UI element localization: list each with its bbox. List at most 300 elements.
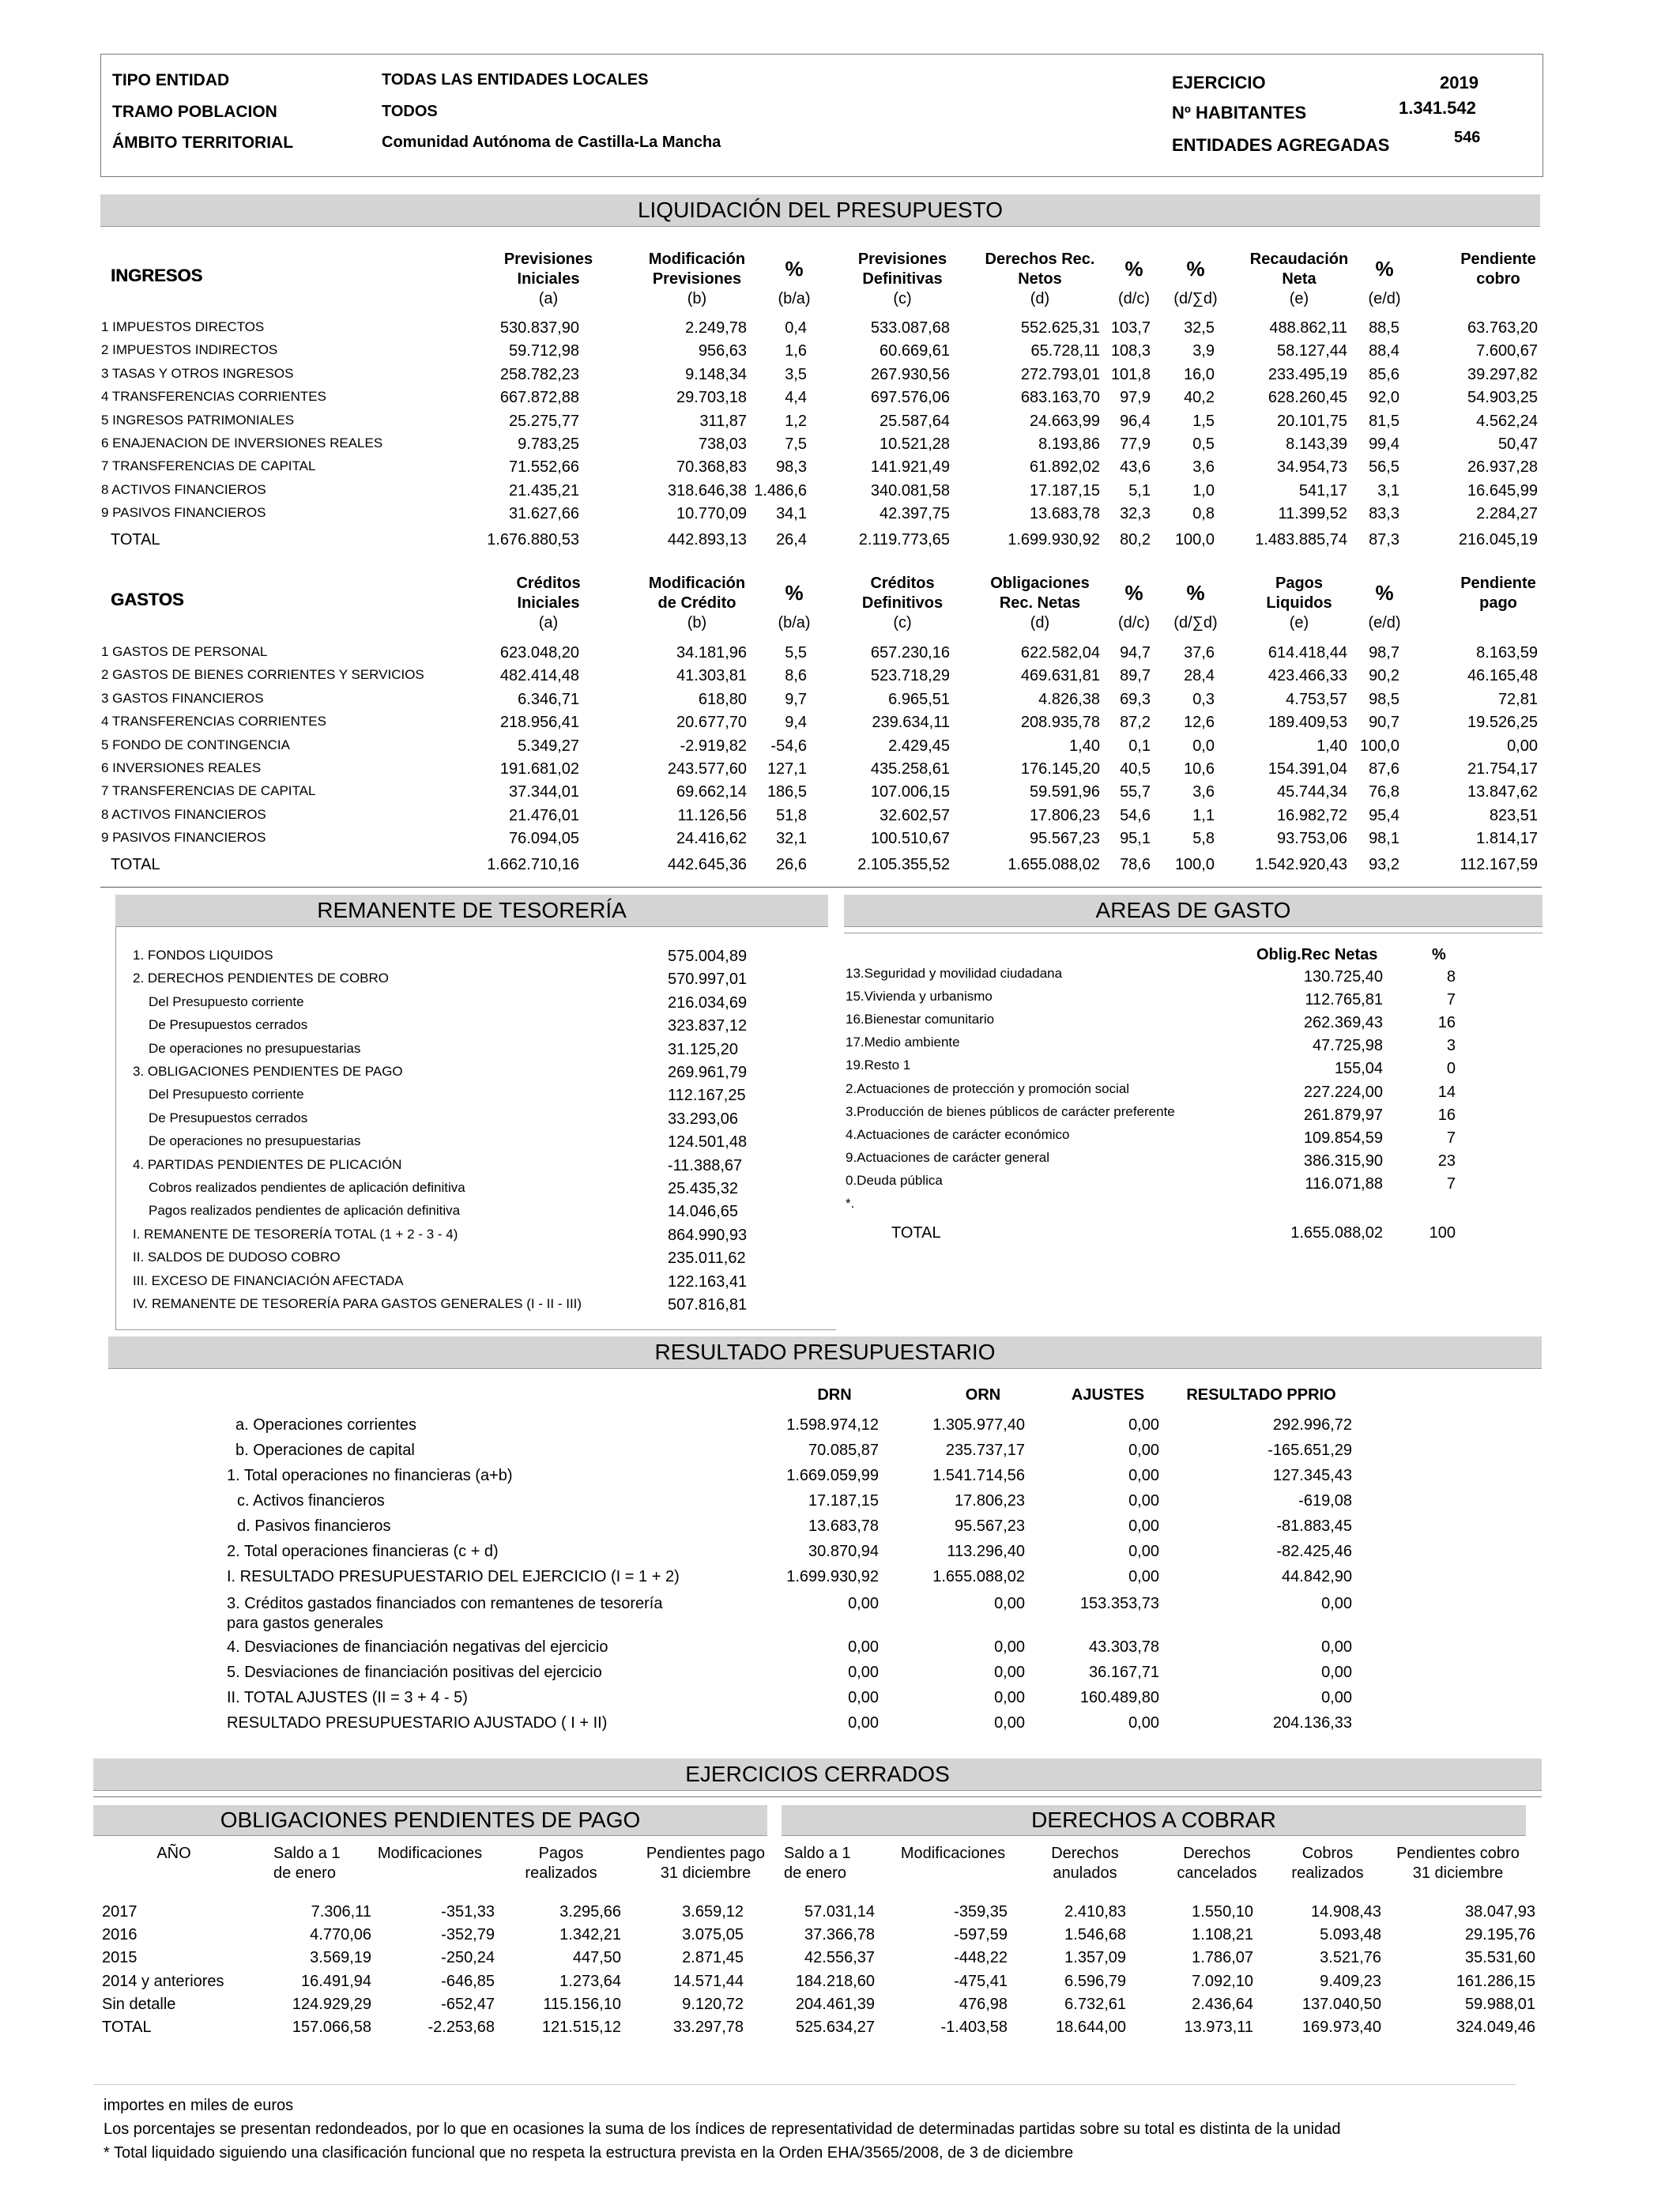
gastos-cell: 0,1 [1128,737,1151,755]
areas-row-pct: 23 [1437,1152,1456,1170]
resultado-row-label: d. Pasivos financieros [237,1517,391,1535]
areas-row-label: 2.Actuaciones de protección y promoción social [846,1080,1130,1096]
gastos-colhead-2-0: % [785,581,804,605]
cerrados-cell: 3.569,19 [310,1949,371,1967]
resultado-cell: 36.167,71 [1089,1664,1159,1681]
ingresos-cell: 32,5 [1184,319,1215,337]
ingresos-colhead-6-2: (d/∑d) [1173,290,1218,307]
gastos-cell: 94,7 [1120,644,1151,662]
areas-row-pct: 3 [1446,1037,1456,1055]
remanente-row-label: Del Presupuesto corriente [149,1087,304,1103]
resultado-row-label: c. Activos financieros [237,1492,385,1510]
cerrados-row-year: 2014 y anteriores [102,1972,224,1990]
gastos-row-label: 7 TRANSFERENCIAS DE CAPITAL [101,783,316,799]
ingresos-cell: 80,2 [1120,530,1151,548]
cerrados-cell: -475,41 [954,1972,1008,1990]
areas-row-label: *. [846,1196,855,1211]
ingresos-cell: 50,47 [1497,435,1538,453]
remanente-row-value: 323.837,12 [668,1017,748,1035]
ingresos-colhead-4-2: (d) [1030,290,1050,307]
resultado-cell: -81.883,45 [1276,1517,1352,1535]
gastos-colhead-9-1: pago [1479,594,1517,612]
ingresos-cell: 1,5 [1192,412,1215,430]
cerrados-colhead: Saldo a 1 [784,1845,851,1862]
resultado-cell: 0,00 [994,1714,1025,1732]
ingresos-cell: 628.260,45 [1268,389,1347,407]
cerrados-colhead: 31 diciembre [1412,1864,1504,1882]
cerrados-cell: 35.531,60 [1465,1949,1535,1967]
ingresos-cell: 98,3 [776,458,807,477]
gastos-colhead-1-1: de Crédito [657,594,736,612]
ingresos-row-label: 6 ENAJENACION DE INVERSIONES REALES [101,435,383,450]
gastos-row-label: 5 FONDO DE CONTINGENCIA [101,737,290,752]
ingresos-cell: 216.045,19 [1458,530,1538,548]
areas-row-label: 15.Vivienda y urbanismo [846,989,993,1005]
resultado-row-label: RESULTADO PRESUPUESTARIO AJUSTADO ( I + II) [227,1714,608,1732]
ingresos-colhead-9-0: Pendiente [1460,251,1536,268]
cerrados-cell: 137.040,50 [1301,1995,1381,2013]
resultado-cell: 30.870,94 [808,1543,879,1560]
ejercicio-value: 2019 [1440,73,1478,92]
gastos-cell: 1.655.088,02 [1008,855,1100,873]
cerrados-cell: 29.195,76 [1465,1926,1535,1944]
gastos-cell: 37,6 [1184,644,1215,662]
areas-row-label: 16.Bienestar comunitario [846,1012,995,1027]
ingresos-cell: 4,4 [785,389,807,407]
remanente-row-value: 235.011,62 [668,1250,746,1268]
ingresos-row-label: 2 IMPUESTOS INDIRECTOS [101,342,278,358]
gastos-cell: 95,4 [1369,806,1399,824]
remanente-row-value: 575.004,89 [668,948,748,965]
resultado-colhead: AJUSTES [1071,1386,1145,1404]
ingresos-cell: 16,0 [1184,365,1215,383]
resultado-colhead: DRN [817,1386,852,1404]
cerrados-cell: -359,35 [954,1903,1008,1921]
gastos-cell: 8.163,59 [1476,644,1538,662]
ingresos-cell: 97,9 [1120,389,1151,407]
ingresos-cell: 552.625,31 [1020,319,1100,337]
ingresos-cell: 2.284,27 [1476,505,1538,523]
ingresos-cell: 0,4 [785,319,807,337]
ingresos-row-label: 7 TRANSFERENCIAS DE CAPITAL [101,458,316,474]
cerrados-cell: -2.253,68 [428,2019,495,2036]
gastos-colhead-1-2: (b) [687,614,707,631]
cerrados-colhead: AÑO [156,1845,191,1862]
ingresos-cell: 311,87 [699,412,747,430]
resultado-row3-line2: para gastos generales [227,1615,383,1632]
cerrados-cell: 7.092,10 [1192,1972,1253,1990]
gastos-colhead-7-2: (e) [1289,614,1309,631]
gastos-cell: 5.349,27 [518,737,579,755]
gastos-cell: 100,0 [1174,855,1215,873]
resultado-row-label: b. Operaciones de capital [235,1442,415,1459]
gastos-cell: 0,3 [1192,690,1215,708]
ingresos-colhead-2-2: (b/a) [778,290,811,307]
ingresos-cell: 99,4 [1369,435,1399,453]
ingresos-cell: 1,2 [785,412,807,430]
tramo-label: TRAMO POBLACION [112,103,277,121]
ingresos-colhead-4-1: Netos [1018,270,1062,288]
cerrados-cell: 38.047,93 [1465,1903,1535,1921]
gastos-cell: 107.006,15 [870,783,950,801]
ingresos-cell: 9.148,34 [685,365,747,383]
cerrados-colhead: cancelados [1177,1864,1257,1882]
ejercicio-label: EJERCICIO [1172,73,1266,92]
cerrados-cell: 121.515,12 [541,2019,621,2036]
cerrados-cell: 184.218,60 [795,1972,875,1990]
cerrados-cell: 16.491,94 [301,1972,371,1990]
resultado-cell: 0,00 [994,1638,1025,1656]
gastos-colhead-6-0: % [1186,581,1205,605]
ingresos-colhead-1-1: Previsiones [652,270,742,288]
ingresos-cell: 88,4 [1369,342,1399,360]
gastos-colhead-4-0: Obligaciones [990,575,1090,592]
ingresos-cell: 697.576,06 [870,389,950,407]
cerrados-cell: 3.295,66 [559,1903,621,1921]
ingresos-row-label: 3 TASAS Y OTROS INGRESOS [101,365,294,381]
ingresos-cell: 258.782,23 [499,365,579,383]
areas-row-value: 47.725,98 [1313,1037,1383,1055]
ingresos-cell: 58.127,44 [1277,342,1347,360]
gastos-cell: 54,6 [1120,806,1151,824]
cerrados-cell: -352,79 [441,1926,495,1944]
remanente-left-border [115,926,116,1329]
gastos-cell: 614.418,44 [1268,644,1347,662]
cerrados-cell: -1.403,58 [940,2019,1008,2036]
resultado-cell: 70.085,87 [808,1442,879,1459]
gastos-row-label: 1 GASTOS DE PERSONAL [101,644,268,659]
cerrados-cell: 2.436,64 [1192,1995,1253,2013]
resultado-cell: 113.296,40 [947,1543,1025,1560]
resultado-cell: 0,00 [848,1689,879,1706]
gastos-cell: 6.346,71 [518,690,579,708]
ingresos-cell: 29.703,18 [676,389,747,407]
resultado-cell: 204.136,33 [1272,1714,1352,1732]
gastos-cell: 10,6 [1184,760,1215,778]
ingresos-cell: 267.930,56 [870,365,950,383]
gastos-colhead-9-0: Pendiente [1460,575,1536,592]
remanente-row-value: 216.034,69 [668,993,748,1012]
gastos-colhead-0-1: Iniciales [517,594,580,612]
cerrados-cell: 324.049,46 [1456,2019,1535,2036]
ingresos-row-label: 4 TRANSFERENCIAS CORRIENTES [101,389,326,405]
ingresos-cell: 13.683,78 [1030,505,1100,523]
remanente-bottom-border [115,1329,836,1330]
remanente-row-label: Pagos realizados pendientes de aplicación definitiva [149,1203,461,1219]
remanente-row-label: IV. REMANENTE DE TESORERÍA PARA GASTOS GENERALES (I - II - III) [133,1296,582,1311]
areas-total-label: TOTAL [891,1224,941,1242]
gastos-cell: 191.681,02 [499,760,579,778]
remanente-row-value: 25.435,32 [668,1180,738,1197]
gastos-colhead-2-2: (b/a) [778,614,811,631]
ingresos-cell: 26.937,28 [1467,458,1538,477]
gastos-cell: 98,5 [1369,690,1399,708]
cerrados-colhead: anulados [1053,1864,1117,1882]
gastos-cell: 469.631,81 [1020,667,1100,685]
ingresos-cell: 77,9 [1120,435,1151,453]
resultado-cell: 1.305.977,40 [932,1416,1025,1434]
remanente-row-value: 570.997,01 [668,971,748,989]
cerrados-cell: 7.306,11 [311,1903,371,1921]
ingresos-colhead-2-0: % [785,257,804,281]
cerrados-colhead: Pendientes cobro [1396,1845,1520,1862]
cerrados-cell: 13.973,11 [1184,2019,1253,2036]
areas-row-pct: 7 [1446,1129,1456,1147]
gastos-cell: 16.982,72 [1277,806,1347,824]
gastos-cell: 87,6 [1369,760,1399,778]
cerrados-cell: 1.273,64 [559,1972,621,1990]
ingresos-cell: 318.646,38 [667,481,747,499]
cerrados-cell: -250,24 [441,1949,495,1967]
gastos-cell: 8,6 [785,667,807,685]
areas-row-label: 9.Actuaciones de carácter general [846,1149,1049,1165]
gastos-cell: 21.476,01 [509,806,579,824]
cerrados-cell: 6.596,79 [1064,1972,1126,1990]
resultado-cell: 1.598.974,12 [786,1416,879,1434]
remanente-row-label: 3. OBLIGACIONES PENDIENTES DE PAGO [133,1064,403,1079]
ingresos-cell: 5,1 [1128,481,1151,499]
cerrados-cell: 525.634,27 [795,2019,875,2036]
cerrados-colhead: Pendientes pago [646,1845,766,1862]
ingresos-cell: 667.872,88 [499,389,579,407]
areas-row-value: 155,04 [1334,1060,1383,1078]
areas-col-pct: % [1432,946,1446,963]
ingresos-cell: 87,3 [1369,530,1399,548]
gastos-cell: 32,1 [776,830,807,848]
ingresos-cell: 10.770,09 [676,505,747,523]
ingresos-cell: 61.892,02 [1030,458,1100,477]
gastos-cell: 72,81 [1497,690,1538,708]
remanente-row-label: De Presupuestos cerrados [149,1017,308,1033]
ingresos-cell: 16.645,99 [1467,481,1538,499]
gastos-cell: 98,1 [1369,830,1399,848]
ingresos-colhead-1-2: (b) [687,290,707,307]
resultado-cell: 0,00 [1321,1689,1352,1706]
ingresos-cell: 43,6 [1120,458,1151,477]
resultado-cell: 0,00 [1128,1543,1159,1560]
gastos-colhead-0-0: Créditos [516,575,581,592]
cerrados-cell: 33.297,78 [673,2019,744,2036]
resultado-row-label: II. TOTAL AJUSTES (II = 3 + 4 - 5) [227,1689,468,1706]
cerrados-cell: 204.461,39 [795,1995,875,2013]
ingresos-cell: 1.486,6 [754,481,807,499]
resultado-cell: 13.683,78 [808,1517,879,1535]
ingresos-row-label: TOTAL [111,530,160,548]
gastos-cell: 19.526,25 [1467,714,1538,732]
resultado-cell: 0,00 [1321,1595,1352,1612]
gastos-cell: 95,1 [1120,830,1151,848]
gastos-colhead-1-0: Modificación [648,575,746,592]
gastos-cell: 90,2 [1369,667,1399,685]
resultado-row-label: 2. Total operaciones financieras (c + d) [227,1543,499,1560]
gastos-cell: 186,5 [767,783,807,801]
resultado-cell: 1.669.059,99 [786,1467,879,1484]
gastos-colhead-3-0: Créditos [870,575,935,592]
gastos-cell: 98,7 [1369,644,1399,662]
habitantes-label: Nº HABITANTES [1172,103,1307,123]
gastos-cell: 1.662.710,16 [487,855,579,873]
gastos-cell: 89,7 [1120,667,1151,685]
gastos-colhead-3-1: Definitivos [861,594,944,612]
gastos-label: GASTOS [111,590,184,609]
areas-row-label: 4.Actuaciones de carácter económico [846,1126,1070,1142]
cerrados-cell: 447,50 [572,1949,621,1967]
resultado-cell: 17.187,15 [808,1492,879,1510]
ingresos-cell: 70.368,83 [676,458,747,477]
areas-row-value: 261.879,97 [1303,1106,1383,1124]
gastos-colhead-3-2: (c) [893,614,912,631]
gastos-cell: 154.391,04 [1268,760,1347,778]
ingresos-cell: 24.663,99 [1030,412,1100,430]
cerrados-row-year: 2016 [102,1926,137,1944]
ingresos-cell: 3,5 [785,365,807,383]
remanente-row-label: 2. DERECHOS PENDIENTES DE COBRO [133,971,390,986]
resultado-cell: 0,00 [994,1595,1025,1612]
cerrados-cell: 2.410,83 [1064,1903,1126,1921]
ingresos-cell: 21.435,21 [509,481,579,499]
ingresos-cell: 1.699.930,92 [1008,530,1100,548]
ingresos-cell: 85,6 [1369,365,1399,383]
ingresos-colhead-5-2: (d/c) [1118,290,1150,307]
resultado-cell: 0,00 [1128,1517,1159,1535]
ingresos-cell: 103,7 [1110,319,1151,337]
gastos-colhead-6-2: (d/∑d) [1173,614,1218,631]
cerrados-colhead: 31 diciembre [660,1864,751,1882]
gastos-cell: 51,8 [776,806,807,824]
resultado-cell: 160.489,80 [1079,1689,1159,1706]
gastos-cell: 26,6 [776,855,807,873]
gastos-colhead-8-0: % [1375,581,1394,605]
gastos-cell: 21.754,17 [1467,760,1538,778]
areas-row-pct: 7 [1446,991,1456,1009]
gastos-cell: 176.145,20 [1020,760,1100,778]
areas-row-pct: 0 [1446,1060,1456,1078]
remanente-row-label: 1. FONDOS LIQUIDOS [133,948,273,963]
header-box [100,54,1543,177]
ingresos-colhead-0-2: (a) [538,290,559,307]
gastos-cell: 435.258,61 [870,760,950,778]
cerrados-colhead: de enero [273,1864,336,1882]
gastos-cell: 9,4 [785,714,807,732]
cerrados-cell: 1.357,09 [1064,1949,1126,1967]
areas-row-value: 262.369,43 [1303,1014,1383,1032]
gastos-cell: 59.591,96 [1030,783,1100,801]
resultado-cell: 235.737,17 [945,1442,1025,1459]
ingresos-cell: 20.101,75 [1277,412,1347,430]
resultado-colhead: ORN [965,1386,1001,1404]
cerrados-cell: 6.732,61 [1064,1995,1126,2013]
remanente-row-value: 112.167,25 [668,1087,746,1105]
cerrados-cell: 9.409,23 [1320,1972,1381,1990]
remanente-row-label: De operaciones no presupuestarias [149,1133,361,1149]
oblig-title: OBLIGACIONES PENDIENTES DE PAGO [93,1805,767,1836]
gastos-cell: 55,7 [1120,783,1151,801]
cerrados-cell: 2.871,45 [682,1949,744,1967]
resultado-cell: 0,00 [1128,1416,1159,1434]
gastos-cell: 76.094,05 [509,830,579,848]
gastos-cell: 45.744,34 [1277,783,1347,801]
gastos-cell: 93,2 [1369,855,1399,873]
ingresos-cell: 488.862,11 [1269,319,1347,337]
ingresos-cell: 1.483.885,74 [1255,530,1347,548]
gastos-cell: 1,40 [1069,737,1100,755]
ingresos-colhead-9-1: cobro [1476,270,1520,288]
resultado-row-label: 5. Desviaciones de financiación positivas del ejercicio [227,1664,602,1681]
cerrados-row-year: TOTAL [102,2019,152,2036]
gastos-cell: 5,8 [1192,830,1215,848]
ingresos-cell: 92,0 [1369,389,1399,407]
gastos-cell: 423.466,33 [1268,667,1347,685]
areas-row-value: 116.071,88 [1305,1174,1383,1193]
gastos-cell: 95.567,23 [1030,830,1100,848]
cerrados-row-year: Sin detalle [102,1995,176,2013]
remanente-row-label: II. SALDOS DE DUDOSO COBRO [133,1250,341,1265]
resultado-cell: 1.541.714,56 [932,1467,1025,1484]
habitantes-value: 1.341.542 [1399,98,1476,118]
footer-rule [93,2084,1516,2085]
ingresos-cell: 272.793,01 [1020,365,1100,383]
remanente-row-value: 31.125,20 [668,1040,738,1058]
resultado-cell: 0,00 [1321,1638,1352,1656]
resultado-cell: 0,00 [1128,1714,1159,1732]
gastos-cell: -2.919,82 [680,737,747,755]
gastos-cell: 13.847,62 [1467,783,1538,801]
tipo-entidad-label: TIPO ENTIDAD [112,71,230,89]
ingresos-cell: 83,3 [1369,505,1399,523]
ambito-value: Comunidad Autónoma de Castilla-La Mancha [382,134,721,151]
gastos-cell: 28,4 [1184,667,1215,685]
ingresos-cell: 956,63 [698,342,747,360]
cerrados-cell: 1.546,68 [1064,1926,1126,1944]
resultado-row-label: 4. Desviaciones de financiación negativas del ejercicio [227,1638,608,1656]
ingresos-colhead-6-0: % [1186,257,1205,281]
cerrados-row-year: 2015 [102,1949,137,1967]
areas-row-pct: 16 [1437,1106,1456,1124]
cerrados-colhead: Cobros [1301,1845,1354,1862]
ingresos-cell: 34,1 [776,505,807,523]
cerrados-cell: 1.550,10 [1192,1903,1253,1921]
gastos-cell: 34.181,96 [676,644,747,662]
gastos-cell: 100,0 [1359,737,1399,755]
resultado-row-label: a. Operaciones corrientes [235,1416,417,1434]
ingresos-cell: 34.954,73 [1277,458,1347,477]
gastos-cell: 4.753,57 [1286,690,1347,708]
ingresos-cell: 2.249,78 [685,319,747,337]
gastos-cell: 17.806,23 [1030,806,1100,824]
remanente-row-label: I. REMANENTE DE TESORERÍA TOTAL (1 + 2 - 3 - 4) [133,1226,458,1242]
ingresos-cell: 32,3 [1120,505,1151,523]
cerrados-cell: 18.644,00 [1056,2019,1126,2036]
ingresos-colhead-8-2: (e/d) [1368,290,1401,307]
ingresos-cell: 2.119.773,65 [858,530,950,548]
ingresos-colhead-8-0: % [1375,257,1394,281]
liquidacion-title: LIQUIDACIÓN DEL PRESUPUESTO [100,194,1540,227]
resultado-cell: 17.806,23 [955,1492,1025,1510]
resultado-cell: 0,00 [848,1638,879,1656]
gastos-cell: 523.718,29 [870,667,950,685]
gastos-cell: 41.303,81 [676,667,747,685]
gastos-cell: 623.048,20 [499,644,579,662]
gastos-cell: -54,6 [770,737,807,755]
derechos-title: DERECHOS A COBRAR [782,1805,1526,1836]
areas-row-label: 0.Deuda pública [846,1172,943,1188]
gastos-cell: 20.677,70 [676,714,747,732]
gastos-cell: 243.577,60 [667,760,747,778]
gastos-cell: 239.634,11 [872,714,950,732]
areas-total-pct: 100 [1429,1224,1456,1242]
gastos-colhead-7-1: Liquidos [1266,594,1332,612]
cerrados-cell: 3.075,05 [682,1926,744,1944]
